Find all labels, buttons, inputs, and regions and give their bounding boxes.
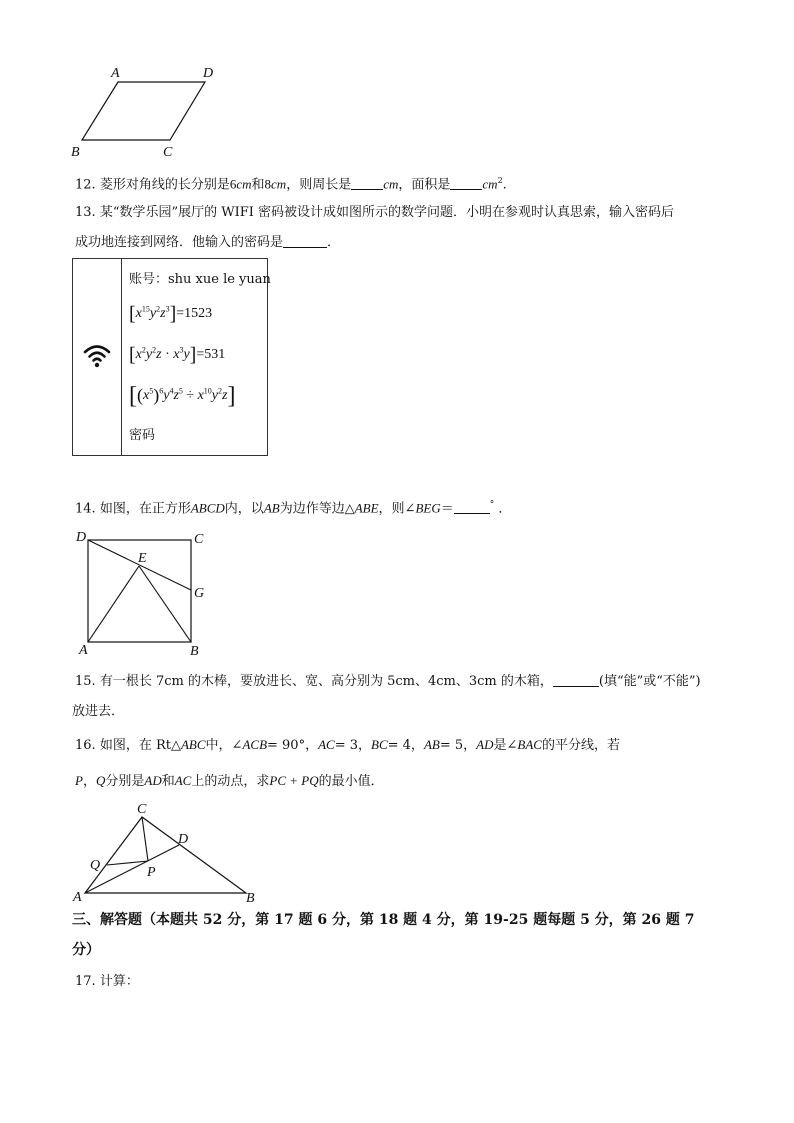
answer-blank: [283, 235, 327, 248]
q-number: 15.: [75, 674, 96, 689]
label-A: A: [111, 66, 120, 81]
equation-2: $[x^2y^2z \cdot x^3y]=531$: [129, 344, 226, 366]
label-D: D: [203, 66, 214, 81]
wifi-icon: [83, 343, 111, 369]
wifi-password-table: [72, 258, 271, 456]
square-figure: [72, 526, 212, 656]
label-D: D: [178, 832, 189, 847]
q-number: 16.: [75, 738, 96, 753]
parallelogram-figure: [65, 62, 225, 162]
triangle-figure: [68, 798, 268, 904]
label-D: D: [76, 530, 87, 545]
question-15-line1: 15. 有一根长 7cm 的木棒，要放进长、宽、高分别为 5cm、4cm、3cm 的木箱， (填“能”或“不能”): [75, 674, 701, 689]
label-C: C: [194, 532, 204, 547]
question-15-line2: 放进去．: [72, 704, 125, 719]
q-number: 12.: [75, 177, 96, 193]
question-16-line1: 16. 如图，在 Rt△ABC中，∠ACB= 90°，AC= 3，BC= 4，AB= 5，AD是∠BAC的平分线，若: [75, 737, 620, 753]
question-13-line2: 成功地连接到网络．他输入的密码是 ．: [75, 235, 341, 250]
answer-blank: [454, 501, 490, 514]
section-heading: 三、解答题（本题共 52 分，第 17 题 6 分，第 18 题 4 分，第 19-25 题每题 5 分，第 26 题 7: [72, 912, 695, 928]
wifi-icon-cell: [73, 259, 122, 455]
equation-3: $[(x^5)^6y^4z^5 \div x^{10}y^2z]$: [129, 383, 236, 409]
q-number: 13.: [75, 205, 96, 220]
label-B: B: [246, 891, 255, 904]
answer-blank: [553, 674, 599, 687]
label-C: C: [137, 802, 147, 817]
answer-blank: [450, 177, 482, 190]
account-label: 账号：shu xue le yuan: [129, 272, 271, 287]
label-E: E: [138, 551, 147, 566]
equation-1: $[x^{15}y^2z^3]=1523$: [129, 303, 213, 325]
label-C: C: [163, 145, 173, 160]
section-heading-line2: 分）: [72, 942, 100, 958]
label-P: P: [147, 865, 156, 880]
question-12: 12. 菱形对角线的长分别是6cm和8cm，则周长是 cm，面积是 $cm^2$.: [75, 176, 507, 193]
question-14: 14. 如图，在正方形ABCD内，以AB为边作等边△ABE，则∠BEG＝ ° ．: [75, 500, 512, 517]
question-17: 17. 计算：: [75, 974, 139, 989]
q-number: 17.: [75, 974, 96, 989]
label-B: B: [71, 145, 80, 160]
question-13-line1: 13. 某“数学乐园”展厅的 WIFI 密码被设计成如图所示的数学问题．小明在参观时认真思索，输入密码后: [75, 205, 675, 220]
answer-blank: [351, 177, 383, 190]
question-16-line2: P，Q分别是AD和AC上的动点，求PC + PQ的最小值．: [75, 773, 384, 789]
password-label: 密码: [129, 428, 156, 443]
label-G: G: [194, 586, 205, 601]
label-A: A: [73, 890, 82, 904]
label-A: A: [79, 643, 88, 656]
label-Q: Q: [90, 858, 101, 873]
q-number: 14.: [75, 501, 96, 517]
label-B: B: [190, 644, 199, 656]
